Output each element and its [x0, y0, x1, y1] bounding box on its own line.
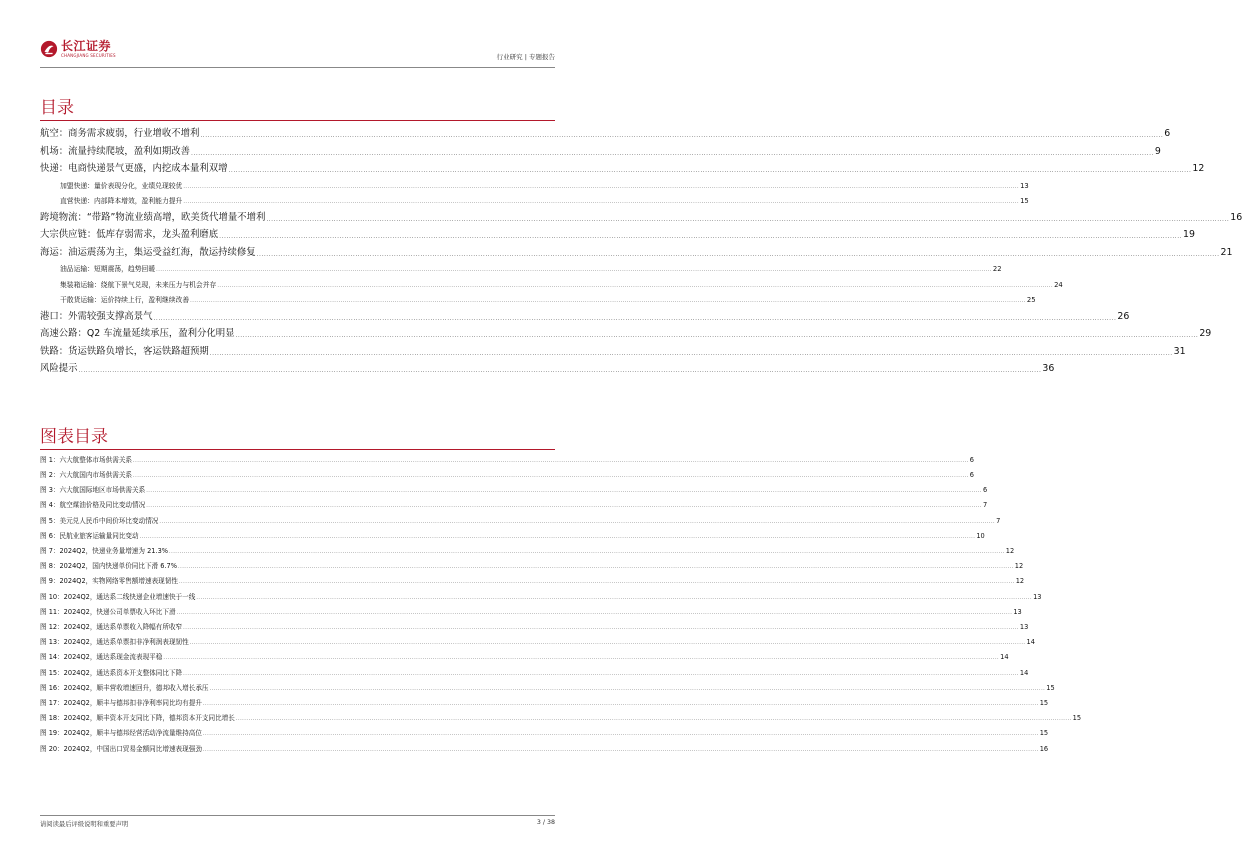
- toc-entry[interactable]: [40, 209, 1242, 223]
- dot-leader: ................................................................................................................................................................................................................................................................................................................................................................................................................: [78, 367, 1042, 374]
- figure-entry-page: 12: [1005, 547, 1015, 556]
- figure-entry[interactable]: [40, 529, 985, 540]
- dot-leader: ................................................................................................................................................................................................................................................................................................................................................................................................................: [183, 183, 1020, 190]
- toc-entry-page: 26: [1117, 310, 1130, 322]
- figure-entry-text: 图 14：2024Q2，通达系现金流表现平稳: [40, 653, 163, 662]
- toc-entry-text: 大宗供应链：低库存弱需求，龙头盈利磨底: [40, 229, 219, 240]
- figure-entry-text: 图 15：2024Q2，通达系资本开支整体同比下降: [40, 668, 183, 677]
- toc-entry-text: 高速公路：Q2 车流量延续承压，盈利分化明显: [40, 328, 235, 339]
- toc-entry-page: 15: [1020, 197, 1029, 205]
- toc-subentry[interactable]: [60, 178, 1029, 190]
- toc-entry-page: 13: [1020, 181, 1029, 190]
- figure-entry-page: 14: [1026, 638, 1035, 647]
- figure-entry[interactable]: [40, 620, 1029, 632]
- figure-entry-page: 12: [1014, 562, 1024, 571]
- figure-entry-page: 13: [1013, 607, 1022, 616]
- toc-entry[interactable]: [40, 360, 1055, 374]
- dot-leader: ................................................................................................................................................................................................................................................................................................................................................................................................................: [202, 746, 1039, 753]
- toc-entry-page: 22: [992, 265, 1002, 273]
- dot-leader: ................................................................................................................................................................................................................................................................................................................................................................................................................: [133, 473, 969, 480]
- dot-leader: ................................................................................................................................................................................................................................................................................................................................................................................................................: [202, 701, 1039, 708]
- dot-leader: ................................................................................................................................................................................................................................................................................................................................................................................................................: [191, 149, 1154, 157]
- dot-leader: ................................................................................................................................................................................................................................................................................................................................................................................................................: [169, 549, 1005, 556]
- figure-entry[interactable]: [40, 575, 1025, 586]
- toc-entry-text: 集装箱运输：绕航下景气兑现，未来压力与机会并存: [60, 280, 217, 289]
- figure-entry-page: 16: [1039, 744, 1049, 753]
- dot-leader: ................................................................................................................................................................................................................................................................................................................................................................................................................: [178, 564, 1014, 571]
- dot-leader: ................................................................................................................................................................................................................................................................................................................................................................................................................: [202, 731, 1039, 738]
- toc-entry-text: 港口：外需较强支撑高景气: [40, 310, 153, 322]
- dot-leader: ................................................................................................................................................................................................................................................................................................................................................................................................................: [266, 215, 1230, 223]
- toc-entry-page: 25: [1026, 296, 1036, 304]
- figure-entry-page: 15: [1072, 714, 1082, 723]
- toc-entry-page: 24: [1054, 280, 1063, 289]
- toc-entry-text: 快递：电商快递景气更盛，内挖成本量利双增: [40, 163, 228, 174]
- toc-entry-text: 风险提示: [40, 363, 78, 374]
- figure-entry[interactable]: [40, 696, 1049, 708]
- figure-entry-page: 6: [982, 486, 988, 495]
- figure-entry[interactable]: [40, 681, 1055, 692]
- figure-entry-text: 图 16：2024Q2，顺丰营收增速回升，德邦收入增长承压: [40, 683, 209, 692]
- figure-entry[interactable]: [40, 468, 974, 480]
- dot-leader: ................................................................................................................................................................................................................................................................................................................................................................................................................: [159, 518, 996, 525]
- figure-entry-text: 图 6：民航业旅客运输量同比变动: [40, 531, 139, 540]
- dot-leader: ................................................................................................................................................................................................................................................................................................................................................................................................................: [183, 625, 1019, 632]
- figure-entry-page: 13: [1019, 623, 1029, 632]
- figure-entry[interactable]: [40, 483, 988, 495]
- figure-entry[interactable]: [40, 453, 974, 464]
- dot-leader: ................................................................................................................................................................................................................................................................................................................................................................................................................: [189, 640, 1026, 647]
- figure-entry-text: 图 9：2024Q2，实物网络零售额增速表现韧性: [40, 577, 178, 586]
- dot-leader: ................................................................................................................................................................................................................................................................................................................................................................................................................: [178, 579, 1015, 586]
- figure-entry-text: 图 8：2024Q2，国内快递单价同比下滑 6.7%: [40, 562, 178, 571]
- company-logo: [40, 40, 116, 58]
- toc-entry-text: 机场：流量持续爬坡，盈利如期改善: [40, 145, 191, 157]
- dot-leader: ................................................................................................................................................................................................................................................................................................................................................................................................................: [228, 167, 1192, 174]
- figure-entry-page: 7: [982, 501, 988, 510]
- figure-entry-text: 图 18：2024Q2，顺丰资本开支同比下降，德邦资本开支同比增长: [40, 714, 235, 723]
- dot-leader: ................................................................................................................................................................................................................................................................................................................................................................................................................: [200, 132, 1164, 139]
- toc-subentry[interactable]: [60, 277, 1063, 289]
- figure-entry-text: 图 11：2024Q2，快递公司单票收入环比下滑: [40, 607, 176, 616]
- figure-entry-page: 14: [1019, 668, 1029, 677]
- figure-entry-page: 12: [1015, 577, 1025, 586]
- toc-entry-text: 直营快递：内部降本增效，盈利能力提升: [60, 197, 183, 205]
- figure-list-title: 图表目录: [40, 427, 108, 447]
- toc-entry-page: 9: [1154, 145, 1161, 157]
- figure-entry-text: 图 3：六大航国际地区市场供需关系: [40, 486, 146, 495]
- toc-entry-text: 油品运输：短期震荡，趋势回暖: [60, 265, 156, 273]
- figure-entry-text: 图 17：2024Q2，顺丰与德邦扣非净利率同比均有提升: [40, 699, 202, 708]
- figure-entry[interactable]: [40, 605, 1022, 616]
- toc-subentry[interactable]: [60, 193, 1029, 205]
- page-number: 3 / 38: [536, 819, 555, 826]
- figure-entry-page: 15: [1046, 683, 1055, 692]
- figure-entry-page: 6: [969, 455, 974, 464]
- figure-entry-page: 6: [969, 471, 974, 480]
- figure-entry-text: 图 13：2024Q2，通达系单票扣非净利润表现韧性: [40, 638, 189, 647]
- toc-entry-text: 加盟快递：量价表现分化，业绩兑现较优: [60, 181, 183, 190]
- toc-entry[interactable]: [40, 160, 1205, 174]
- toc-entry-page: 16: [1230, 211, 1242, 223]
- figure-entry-text: 图 5：美元兑人民币中间价环比变动情况: [40, 516, 159, 525]
- toc-subentry[interactable]: [60, 261, 1002, 273]
- dot-leader: ................................................................................................................................................................................................................................................................................................................................................................................................................: [235, 716, 1072, 723]
- toc-entry[interactable]: [40, 244, 1233, 258]
- footer-disclaimer: 请阅读最后评级说明和重要声明: [40, 821, 129, 828]
- toc-entry-page: 19: [1183, 229, 1195, 240]
- dot-leader: ................................................................................................................................................................................................................................................................................................................................................................................................................: [176, 609, 1013, 616]
- dot-leader: ................................................................................................................................................................................................................................................................................................................................................................................................................: [163, 655, 1000, 662]
- figure-entry[interactable]: [40, 635, 1035, 647]
- dot-leader: ................................................................................................................................................................................................................................................................................................................................................................................................................: [209, 349, 1173, 357]
- figure-entry-text: 图 12：2024Q2，通达系单票收入降幅有所收窄: [40, 623, 183, 632]
- dot-leader: ................................................................................................................................................................................................................................................................................................................................................................................................................: [146, 503, 982, 510]
- logo-mark-icon: [40, 40, 58, 58]
- toc-entry[interactable]: [40, 308, 1130, 322]
- report-type-label: 行业研究 | 专题报告: [496, 53, 555, 61]
- toc-entry-text: 干散货运输：运价持续上行，盈利继续改善: [60, 296, 190, 304]
- toc-entry[interactable]: [40, 226, 1195, 240]
- toc-entry-page: 36: [1042, 363, 1055, 374]
- toc-subentry[interactable]: [60, 292, 1036, 304]
- toc-entry[interactable]: [40, 125, 1171, 139]
- dot-leader: ................................................................................................................................................................................................................................................................................................................................................................................................................: [235, 332, 1199, 339]
- figure-entry-page: 14: [1000, 653, 1009, 662]
- dot-leader: ................................................................................................................................................................................................................................................................................................................................................................................................................: [139, 533, 976, 540]
- page-header: [40, 40, 555, 66]
- toc-entry[interactable]: [40, 343, 1186, 357]
- toc-entry-page: 12: [1192, 163, 1205, 174]
- figure-entry[interactable]: [40, 514, 1001, 525]
- toc-entry-page: 6: [1164, 128, 1171, 139]
- toc-entry-text: 跨境物流：“带路”物流业绩高增，欧美货代增量不增利: [40, 211, 266, 223]
- dot-leader: ................................................................................................................................................................................................................................................................................................................................................................................................................: [183, 670, 1019, 677]
- figure-entry[interactable]: [40, 742, 1049, 753]
- figure-entry-text: 图 19：2024Q2，顺丰与德邦经营活动净流量维持高位: [40, 729, 202, 738]
- toc-entry-text: 铁路：货运铁路负增长，客运铁路超预期: [40, 345, 209, 357]
- logo-name-en: CHANGJIANG SECURITIES: [61, 53, 116, 58]
- dot-leader: ................................................................................................................................................................................................................................................................................................................................................................................................................: [190, 298, 1026, 304]
- toc-entry-page: 31: [1173, 345, 1186, 357]
- figure-entry-text: 图 10：2024Q2，通达系二线快递企业增速快于一线: [40, 592, 196, 601]
- figure-entry-text: 图 1：六大航整体市场供需关系: [40, 455, 133, 464]
- figure-entry[interactable]: [40, 499, 988, 510]
- dot-leader: ................................................................................................................................................................................................................................................................................................................................................................................................................: [256, 250, 1220, 258]
- figure-entry[interactable]: [40, 651, 1009, 662]
- figure-entry-text: 图 4：航空煤油价格及同比变动情况: [40, 501, 146, 510]
- dot-leader: ................................................................................................................................................................................................................................................................................................................................................................................................................: [183, 199, 1020, 205]
- toc-entry-page: 21: [1220, 246, 1233, 258]
- figure-entry[interactable]: [40, 666, 1029, 677]
- figure-entry-text: 图 20：2024Q2，中国出口贸易金额同比增速表现强劲: [40, 744, 202, 753]
- toc-entry-text: 航空：商务需求疲弱，行业增收不增利: [40, 128, 200, 139]
- figure-entry-page: 15: [1039, 729, 1049, 738]
- footer-divider: [40, 815, 555, 816]
- dot-leader: ................................................................................................................................................................................................................................................................................................................................................................................................................: [133, 457, 969, 464]
- dot-leader: ................................................................................................................................................................................................................................................................................................................................................................................................................: [153, 314, 1117, 322]
- figure-entry[interactable]: [40, 711, 1082, 723]
- dot-leader: ................................................................................................................................................................................................................................................................................................................................................................................................................: [209, 685, 1046, 692]
- figure-entry-page: 7: [996, 516, 1001, 525]
- dot-leader: ................................................................................................................................................................................................................................................................................................................................................................................................................: [196, 594, 1033, 601]
- toc-entry[interactable]: [40, 143, 1161, 157]
- figure-entry[interactable]: [40, 590, 1042, 601]
- toc-entry-text: 海运：油运震荡为主，集运受益红海，散运持续修复: [40, 246, 256, 258]
- dot-leader: ................................................................................................................................................................................................................................................................................................................................................................................................................: [156, 267, 992, 273]
- dot-leader: ................................................................................................................................................................................................................................................................................................................................................................................................................: [146, 488, 982, 495]
- dot-leader: ................................................................................................................................................................................................................................................................................................................................................................................................................: [217, 282, 1054, 289]
- toc-title-rule: [40, 120, 555, 121]
- toc-title: 目录: [40, 98, 74, 118]
- logo-name-cn: 长江证券: [61, 39, 112, 53]
- figure-entry[interactable]: [40, 544, 1015, 556]
- figure-list-title-rule: [40, 449, 555, 450]
- figure-entry-page: 13: [1033, 592, 1042, 601]
- figure-entry[interactable]: [40, 727, 1049, 738]
- dot-leader: ................................................................................................................................................................................................................................................................................................................................................................................................................: [219, 233, 1183, 240]
- figure-entry-page: 10: [976, 531, 985, 540]
- figure-entry-page: 15: [1039, 699, 1049, 708]
- figure-entry-text: 图 2：六大航国内市场供需关系: [40, 471, 133, 480]
- toc-entry[interactable]: [40, 325, 1212, 339]
- header-divider: [40, 67, 555, 68]
- toc-entry-page: 29: [1199, 328, 1212, 339]
- figure-entry[interactable]: [40, 559, 1024, 571]
- figure-entry-text: 图 7：2024Q2，快递业务量增速为 21.3%: [40, 547, 169, 556]
